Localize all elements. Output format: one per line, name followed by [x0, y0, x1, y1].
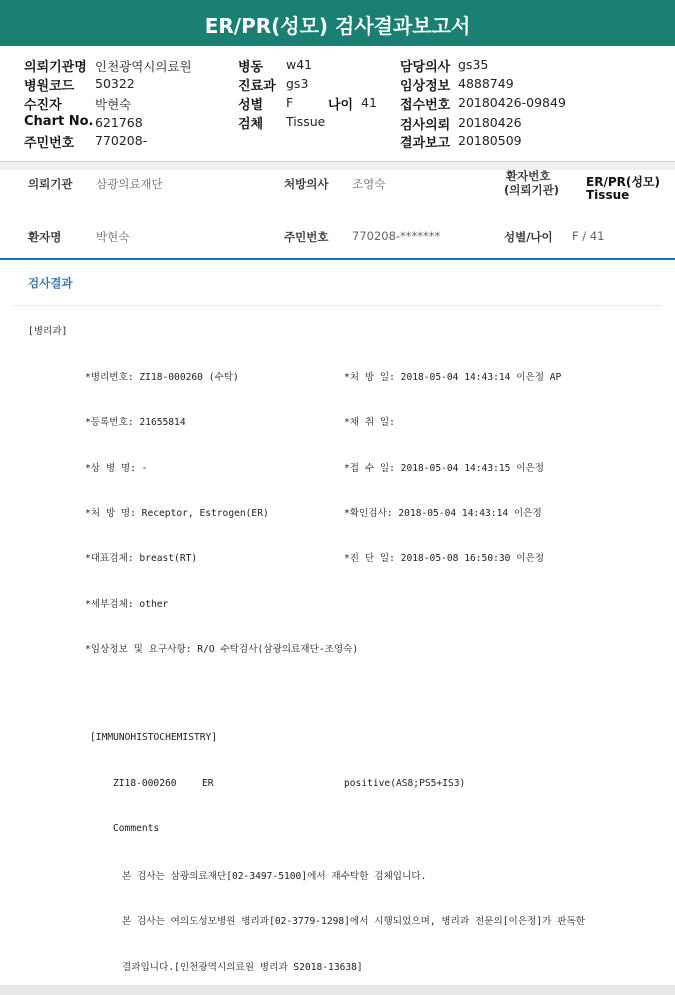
separator-band	[0, 161, 675, 170]
ward-value: w41	[286, 57, 313, 72]
corner-test-name: ER/PR(성모)	[586, 175, 661, 189]
info-rrn-label: 주민번호	[284, 230, 329, 244]
clinical-label: 임상정보	[400, 79, 451, 94]
report-date-value: 20180509	[458, 133, 522, 148]
ihc-specimen-id: ZI18-000260	[113, 778, 177, 789]
corner-specimen: Tissue	[586, 188, 630, 202]
pathology-no: *병리번호: ZI18-000260 (수탁)	[85, 372, 239, 383]
rrn-label: 주민번호	[24, 136, 75, 151]
info-divider	[0, 258, 675, 260]
institution-label: 의뢰기관	[28, 177, 73, 191]
dept-label: 진료과	[238, 79, 276, 94]
info-rrn-value: 770208-*******	[352, 229, 441, 243]
main-specimen: *대표검체: breast(RT)	[85, 553, 198, 564]
rrn-value: 770208-	[95, 133, 148, 148]
sex-label: 성별	[238, 98, 264, 113]
institution-value: 삼광의료재단	[96, 177, 163, 191]
patient-no-sub: (의뢰기관)	[504, 183, 559, 197]
comment-line-3: 결과입니다.[인천광역시의료원 병리과 S2018-13638]	[122, 962, 363, 973]
clinical-info: *임상정보 및 요구사항: R/O 수탁검사(삼광의료재단-조영숙)	[85, 644, 359, 655]
specimen-value: Tissue	[286, 114, 326, 129]
age-label: 나이	[328, 98, 354, 113]
chart-no-label: Chart No.	[24, 114, 94, 129]
sex-value: F	[286, 95, 294, 110]
request-value: 20180426	[458, 115, 522, 130]
sex-age-label: 성별/나이	[504, 230, 553, 244]
patient-name-label: 환자명	[28, 230, 62, 244]
report-date-label: 결과보고	[400, 136, 451, 151]
hospital-code-value: 50322	[95, 76, 135, 91]
diagnosed-date: *진 단 일: 2018-05-08 16:50:30 이은정	[344, 553, 545, 564]
prescriber-value: 조영숙	[352, 177, 386, 191]
request-label: 검사의뢰	[400, 118, 451, 133]
age-value: 41	[361, 95, 377, 110]
disease-name: *상 병 명: -	[85, 463, 148, 474]
prescribed-date: *처 방 일: 2018-05-04 14:43:14 이은정 AP	[344, 372, 562, 383]
dept-value: gs3	[286, 76, 309, 91]
chart-no-value: 621768	[95, 115, 143, 130]
doctor-label: 담당의사	[400, 60, 451, 75]
comment-line-2: 본 검사는 여의도성모병원 병리과[02-3779-1298]에서 시행되었으며, 병리과 전문의[이은정]가 판독한	[122, 916, 585, 927]
sex-age-value: F / 41	[572, 229, 605, 243]
clinical-value: 4888749	[458, 76, 514, 91]
recipient-value: 박현숙	[95, 97, 132, 112]
report-dept: [병리과]	[28, 326, 68, 337]
ihc-marker: ER	[202, 778, 214, 789]
receipt-label: 접수번호	[400, 98, 451, 113]
hospital-label: 의뢰기관명	[24, 60, 87, 75]
detail-specimen: *세부검체: other	[85, 599, 169, 610]
order-name: *처 방 명: Receptor, Estrogen(ER)	[85, 508, 269, 519]
specimen-label: 검체	[238, 117, 264, 132]
section-title: 검사결과	[28, 276, 73, 290]
recipient-label: 수진자	[24, 98, 62, 113]
ihc-result: positive(AS8;PS5+IS3)	[344, 778, 466, 789]
bottom-bar	[0, 985, 675, 995]
doctor-value: gs35	[458, 57, 489, 72]
comment-line-1: 본 검사는 삼광의료재단[02-3497-5100]에서 재수탁한 검체입니다.	[122, 871, 427, 882]
comments-heading: Comments	[113, 823, 160, 834]
confirm-date: *확인검사: 2018-05-04 14:43:14 이은정	[344, 508, 542, 519]
ihc-heading: [IMMUNOHISTOCHEMISTRY]	[90, 732, 218, 743]
report-title: ER/PR(성모) 검사결과보고서	[204, 14, 471, 38]
receipt-value: 20180426-09849	[458, 95, 566, 110]
hospital-value: 인천광역시의료원	[95, 59, 192, 74]
collected-date: *채 취 일:	[344, 417, 395, 428]
ward-label: 병동	[238, 60, 264, 75]
patient-no-label: 환자번호	[506, 169, 551, 183]
section-divider	[12, 305, 662, 306]
hospital-code-label: 병원코드	[24, 79, 75, 94]
received-date: *접 수 일: 2018-05-04 14:43:15 이은정	[344, 463, 545, 474]
patient-name-value: 박현숙	[96, 230, 130, 244]
registration-no: *등록번호: 21655814	[85, 417, 186, 428]
prescriber-label: 처방의사	[284, 177, 329, 191]
